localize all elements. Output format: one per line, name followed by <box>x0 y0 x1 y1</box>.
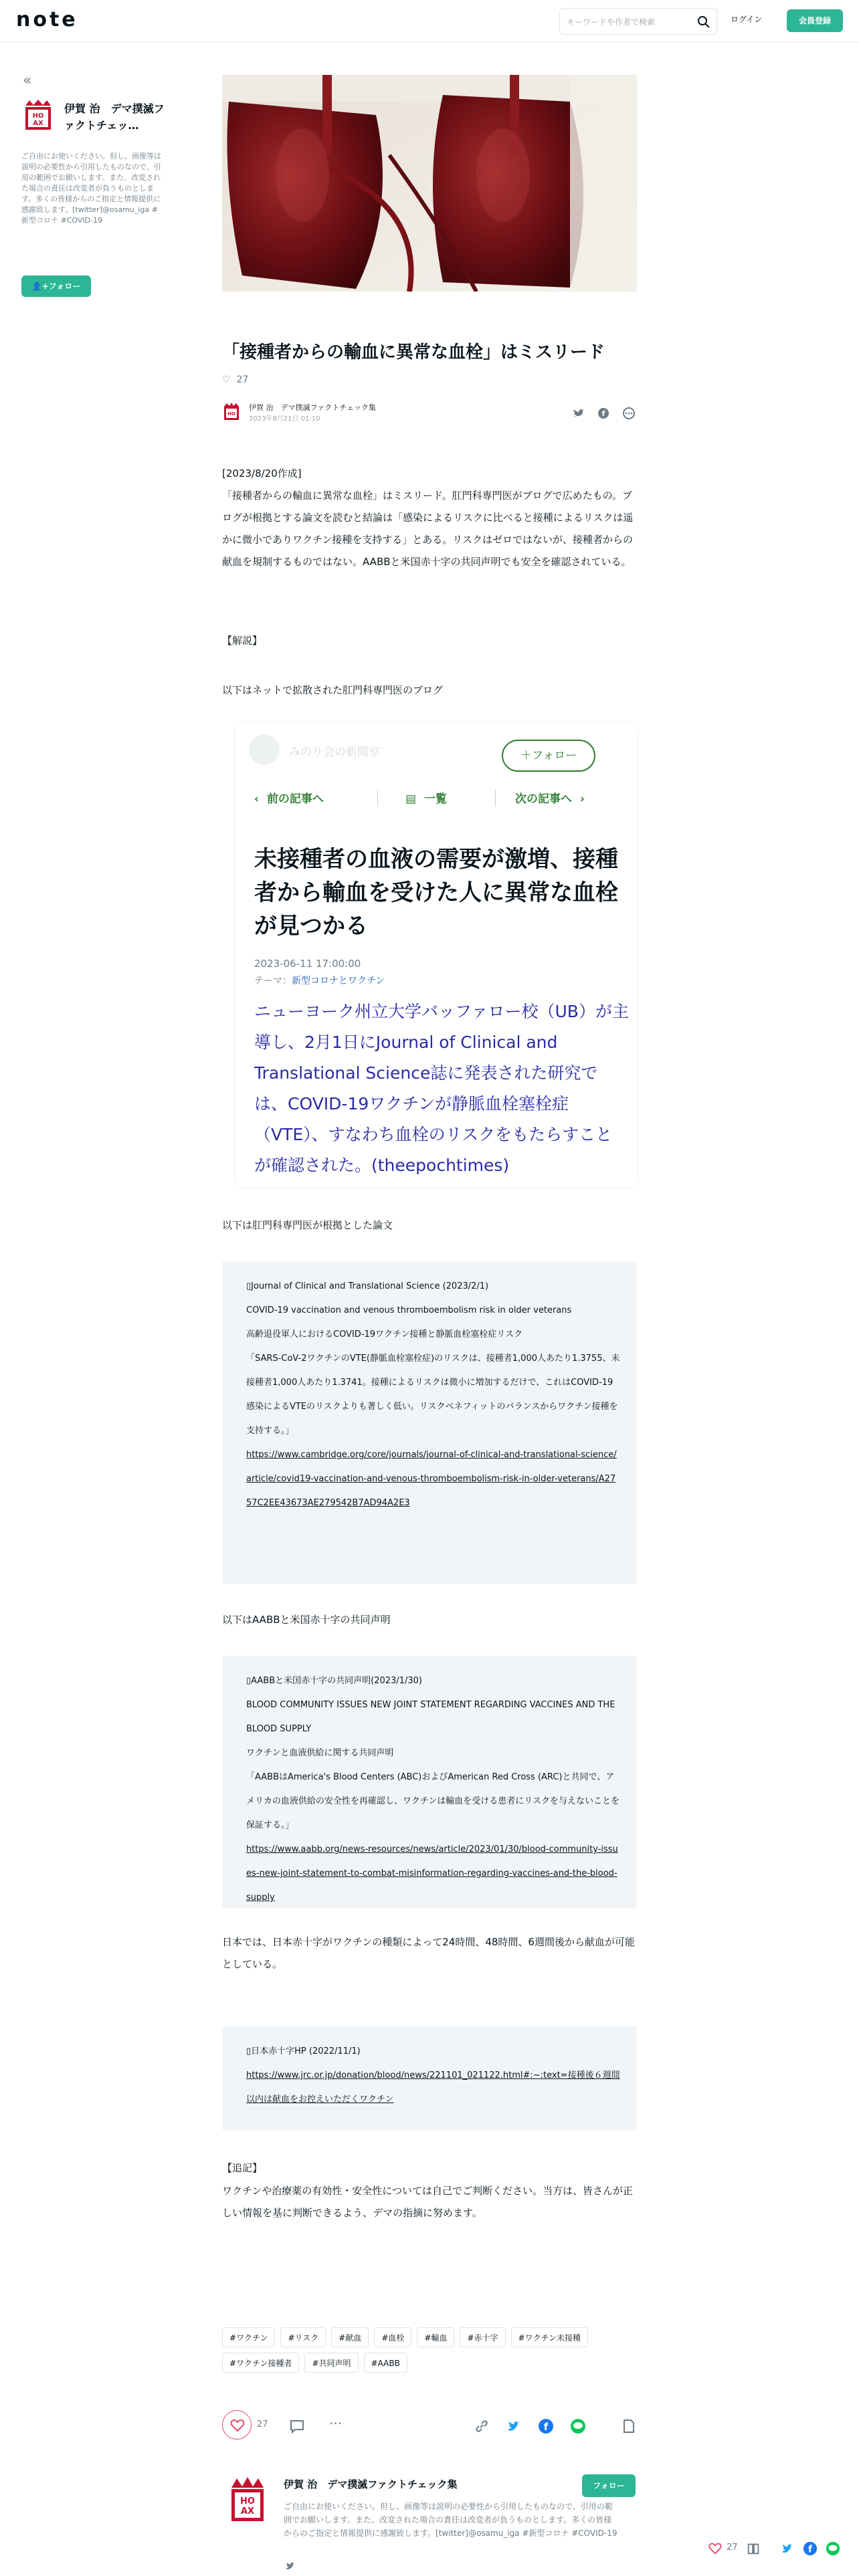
tag-item[interactable]: #AABB <box>364 2353 407 2373</box>
like-count: 27 <box>236 374 249 385</box>
tag-item[interactable]: #リスク <box>280 2327 326 2347</box>
floating-like-count: 27 <box>727 2543 738 2553</box>
heart-icon[interactable]: ♡ <box>222 374 231 385</box>
floating-heart-icon[interactable] <box>708 2541 723 2556</box>
paragraph-japan: 日本では、日本赤十字がワクチンの種類によって24時間、48時間、6週間後から献血が可能としている。 <box>222 1936 635 1970</box>
tag-item[interactable]: #血栓 <box>374 2327 411 2347</box>
tag-item[interactable]: #ワクチン <box>222 2327 275 2347</box>
floating-magazine-icon[interactable] <box>747 2541 761 2556</box>
paragraph-kaisetsu: 【解説】 <box>222 635 263 647</box>
bottom-author-card <box>222 2468 637 2576</box>
svg-text:AX: AX <box>33 120 43 127</box>
like-count-bottom: 27 <box>257 2420 268 2430</box>
quote-aabb-source: ▯AABBと米国赤十字の共同声明(2023/1/30) <box>246 1676 422 1686</box>
note-logo[interactable]: note <box>16 8 78 31</box>
quote-jrc <box>222 2026 637 2131</box>
author-avatar[interactable] <box>21 99 55 132</box>
heart-icon <box>223 2411 252 2440</box>
line-share-icon[interactable] <box>570 2418 586 2434</box>
embed-lead: ニューヨーク州立大学バッファロー校（UB）が主導し、2月1日にJournal of Clinical and Translational Science誌に発表された研究では、COVID-19ワクチンが静脈血栓塞栓症（VTE）、すなわち血栓のリスクをもたらすことが確認された。(theepochtimes) <box>254 1002 629 1175</box>
tag-list <box>222 2327 637 2378</box>
svg-text:f: f <box>601 409 605 418</box>
quote-aabb <box>222 1656 637 1909</box>
floating-facebook-icon[interactable] <box>803 2541 818 2556</box>
quote-paper-title-en: COVID-19 vaccination and venous thromboembolism risk in older veterans <box>246 1305 572 1315</box>
embed-next: 次の記事へ › <box>515 792 585 806</box>
embed-blog-avatar <box>249 734 280 765</box>
follow-label: フォロー <box>48 282 81 291</box>
publish-date: 2023年8月21日 01:10 <box>249 415 320 423</box>
floating-line-icon[interactable] <box>826 2541 840 2556</box>
like-count-top[interactable] <box>222 374 248 385</box>
embedded-blog-screenshot <box>235 722 637 1188</box>
paragraph-blog-intro: 以下はネットで拡散された肛門科専門医のブログ <box>222 684 444 696</box>
sidebar-author-name[interactable]: 伊賀 治 デマ撲滅ファクトチェッ… <box>64 102 165 132</box>
tag-item[interactable]: #共同声明 <box>304 2353 358 2373</box>
more-share-icon[interactable] <box>624 408 634 419</box>
embed-theme-link: 新型コロナとワクチン <box>292 976 385 986</box>
embed-theme: テーマ：新型コロナとワクチン <box>254 976 385 986</box>
share-icons-top <box>570 405 637 421</box>
paragraph-aabb-intro: 以下はAABBと米国赤十字の共同声明 <box>222 1614 391 1626</box>
bottom-author-avatar[interactable] <box>227 2476 268 2524</box>
author-row <box>222 399 637 425</box>
tag-item[interactable]: #輸血 <box>417 2327 454 2347</box>
action-bar <box>222 2410 637 2442</box>
quote-jrc-link[interactable]: https://www.jrc.or.jp/donation/blood/news/221101_021122.html#:~:text=接種後６週間以内は献血をお控えいただくワクチン <box>246 2070 620 2105</box>
quote-paper <box>222 1261 637 1584</box>
document-icon: ▤ <box>405 792 417 806</box>
quote-jrc-source: ▯日本赤十字HP (2022/11/1) <box>246 2046 361 2056</box>
more-options-icon[interactable]: ··· <box>329 2416 343 2432</box>
floating-twitter-icon[interactable] <box>780 2541 795 2556</box>
quote-aabb-link[interactable]: https://www.aabb.org/news-resources/news/article/2023/01/30/blood-community-issues-new-joint-statement-to-combat-misinformation-regarding-vaccines-and-the-blood-supply <box>246 1844 618 1903</box>
twitter-share-icon[interactable] <box>506 2418 522 2434</box>
sidebar-follow-button[interactable] <box>21 276 91 297</box>
like-button[interactable] <box>222 2410 252 2440</box>
quote-paper-title-ja: 高齢退役軍人におけるCOVID-19ワクチン接種と静脈血栓塞栓症リスク <box>246 1329 523 1339</box>
tag-item[interactable]: #ワクチン未接種 <box>511 2327 588 2347</box>
chevron-double-left-icon[interactable]: « <box>23 72 32 89</box>
author-avatar-small[interactable] <box>222 403 241 421</box>
tag-item[interactable]: #ワクチン接種者 <box>222 2353 299 2373</box>
sidebar-description: ご自由にお使いください。但し、画像等は説明の必要性から引用したものなので、引用の範囲でお願いします。また、改変された場合の責任は改変者が負うものとします。多くの皆様からのご指定と情報提供に感謝致します。[twitter]@osamu_iga #新型コロナ #COVID-19 <box>21 152 161 225</box>
login-link[interactable]: ログイン <box>731 15 763 24</box>
bottom-author-description: ご自由にお使いください。但し、画像等は説明の必要性から引用したものなので、引用の範囲でお願いします。また、改変された場合の責任は改変者が負うものとします。多くの皆様からのご指定と情報提供に感謝致します。[twitter]@osamu_iga #新型コロナ #COVID-19 <box>284 2502 617 2538</box>
embed-nav <box>235 784 637 813</box>
svg-text:AX: AX <box>240 2506 255 2516</box>
paragraph-paper-intro: 以下は肛門科専門医が根拠とした論文 <box>222 1219 393 1231</box>
chevron-right-icon: › <box>579 792 585 806</box>
embed-blog-name: みのり会の新聞室 <box>289 746 380 759</box>
article-title: 「接種者からの輸血に異常な血栓」はミスリード <box>222 342 605 362</box>
svg-text:HO: HO <box>32 112 44 120</box>
twitter-icon[interactable] <box>573 409 584 417</box>
bookmark-share-icon[interactable] <box>621 2418 637 2434</box>
bottom-twitter-icon[interactable] <box>284 2560 297 2572</box>
quote-paper-link[interactable]: https://www.cambridge.org/core/journals/journal-of-clinical-and-translational-science/article/covid19-vaccination-and-venous-thromboembolism-risk-in-older-veterans/A2757C2EE43673AE279542B7AD94A2E3 <box>246 1450 617 1508</box>
svg-text:f: f <box>543 2421 549 2433</box>
quote-paper-excerpt: 「SARS-CoV-2ワクチンのVTE(静脈血栓塞栓症)のリスクは、接種者1,000人あたり1.3755、未接種者1,000人あたり1.3741。接種によるリスクは微小に増加するだけで、これはCOVID-19感染によるVTEのリスクよりも著しく低い。リスクベネフィットのバランスからワクチン接種を支持する。」 <box>246 1354 620 1436</box>
quote-aabb-title-en: BLOOD COMMUNITY ISSUES NEW JOINT STATEMENT REGARDING VACCINES AND THE BLOOD SUPPLY <box>246 1700 615 1734</box>
person-add-icon: 👤+ <box>31 282 49 291</box>
embed-date: 2023-06-11 17:00:00 <box>254 958 361 970</box>
bottom-author-name[interactable]: 伊賀 治 デマ撲滅ファクトチェック集 <box>284 2478 458 2490</box>
signup-button[interactable]: 会員登録 <box>787 9 843 32</box>
search-icon[interactable] <box>696 15 711 29</box>
bottom-follow-button[interactable]: フォロー <box>582 2474 636 2497</box>
embed-title: 未接種者の血液の需要が激増、接種者から輸血を受けた人に異常な血栓が見つかる <box>254 846 618 940</box>
paragraph-tsuiki: 【追記】 <box>222 2162 263 2174</box>
tag-item[interactable]: #献血 <box>331 2327 369 2347</box>
paragraph-summary: 「接種者からの輸血に異常な血栓」はミスリード。肛門科専門医がブログで広めたもの。ブログが根拠とする論文を読むと結論は「感染によるリスクに比べると接種によるリスクは遥かに微小でありワクチン接種を支持する」とある。リスクはゼロではないが、接種者からの献血を規制するものではない。AABBと米国赤十字の共同声明でも安全を確認されている。 <box>222 490 634 568</box>
facebook-icon[interactable] <box>598 408 609 419</box>
paragraph-created: [2023/8/20作成] <box>222 467 302 479</box>
author-name[interactable]: 伊賀 治 デマ撲滅ファクトチェック集 <box>249 403 376 412</box>
quote-aabb-title-ja: ワクチンと血液供給に関する共同声明 <box>246 1748 394 1758</box>
embed-follow-button: ＋フォロー <box>502 740 595 772</box>
embed-list: ▤ 一覧 <box>405 792 447 806</box>
embed-prev: ‹ 前の記事へ <box>254 792 324 806</box>
search-input[interactable] <box>567 14 691 30</box>
floating-action-bar <box>702 2535 859 2561</box>
link-icon[interactable] <box>474 2418 490 2434</box>
chevron-left-icon: ‹ <box>254 792 260 806</box>
svg-text:HO: HO <box>240 2496 255 2506</box>
svg-text:f: f <box>808 2544 812 2555</box>
comment-icon[interactable] <box>289 2418 305 2434</box>
svg-text:HO: HO <box>227 411 235 417</box>
paragraph-closing: ワクチンや治療薬の有効性・安全性については自己でご判断ください。当方は、皆さんが正しい情報を基に判断できるよう、デマの指摘に努めます。 <box>222 2185 633 2219</box>
quote-paper-source: ▯Journal of Clinical and Translational Science (2023/2/1) <box>246 1281 489 1291</box>
facebook-share-icon[interactable] <box>538 2418 554 2434</box>
quote-aabb-excerpt: 「AABBはAmerica's Blood Centers (ABC)およびAmerican Red Cross (ARC)と共同で、アメリカの血液供給の安全性を再確認し、ワクチンは輸血を受ける患者にリスクを与えないことを保証する。」 <box>246 1772 619 1830</box>
search-box[interactable] <box>559 8 717 35</box>
tag-item[interactable]: #赤十字 <box>460 2327 505 2347</box>
hero-image-blood-bags <box>222 75 637 292</box>
